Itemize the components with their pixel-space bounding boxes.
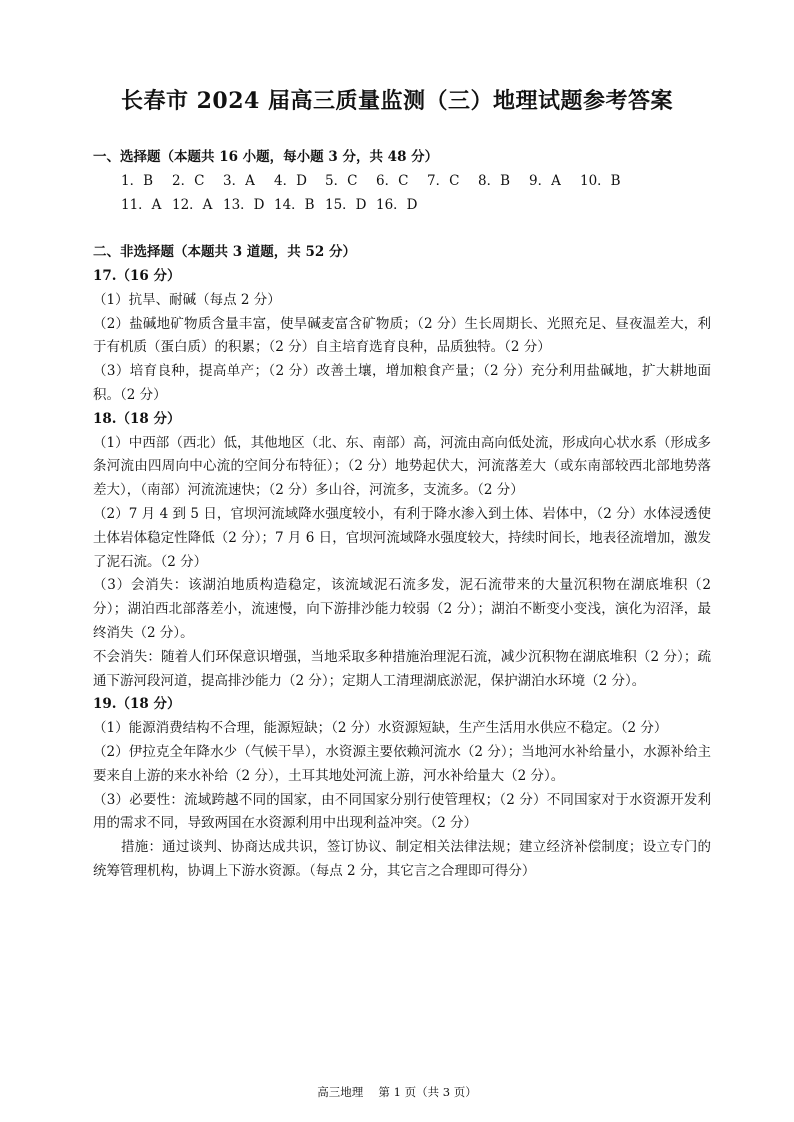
choice-answer: 5．C (325, 172, 358, 189)
choice-answer: 12．A (172, 196, 213, 213)
choice-answer: 3．A (223, 172, 255, 189)
q19-answer-4: 措施：通过谈判、协商达成共识，签订协议、制定相关法律法规；建立经济补偿制度；设立专门的统筹管理机构，协调上下游水资源。（每点 2 分，其它言之合理即可得分） (93, 839, 711, 879)
choice-answer: 13．D (223, 196, 265, 213)
q17-heading: 17.（16 分） (93, 267, 181, 284)
choice-answer: 15．D (325, 196, 367, 213)
choice-answer: 14．B (274, 196, 315, 213)
choice-answer: 8．B (478, 172, 511, 189)
choice-answer: 7．C (427, 172, 460, 189)
choice-answer: 1．B (121, 172, 154, 189)
choice-answer: 11．A (121, 196, 162, 213)
q17-answer-1: （1）抗旱、耐碱（每点 2 分） (93, 291, 281, 308)
section1-heading: 一、选择题（本题共 16 小题，每小题 3 分，共 48 分） (93, 149, 439, 165)
choice-answer: 16．D (376, 196, 418, 213)
q18-answer-3: （3）会消失：该湖泊地质构造稳定，该流域泥石流多发，泥石流带来的大量沉积物在湖底堆积（2 分）；湖泊西北部落差小，流速慢，向下游排沙能力较弱（2 分）；湖泊不断变小变浅，演化为沼泽，最终消失（2 分）。 (93, 577, 711, 641)
q18-answer-4: 不会消失：随着人们环保意识增强，当地采取多种措施治理泥石流，减少沉积物在湖底堆积（2 分）；疏通下游河段河道，提高排沙能力（2 分）；定期人工清理湖底淤泥，保护湖泊水环境（2 分）。 (93, 648, 711, 689)
choice-answer: 2．C (172, 172, 205, 189)
choice-answers-row2 (93, 194, 711, 218)
choice-answer: 4．D (274, 172, 307, 189)
q17-answer-3: （3）培育良种，提高单产；（2 分）改善土壤，增加粮食产量；（2 分）充分利用盐碱地，扩大耕地面积。（2 分） (93, 363, 711, 403)
q19-answer-3: （3）必要性：流域跨越不同的国家，由不同国家分别行使管理权；（2 分）不同国家对于水资源开发利用的需求不同，导致两国在水资源利用中出现利益冲突。（2 分） (93, 791, 711, 832)
page-footer: 高三地理 第 1 页（共 3 页） (317, 1085, 477, 1099)
q17-answer-2: （2）盐碱地矿物质含量丰富，使旱碱麦富含矿物质；（2 分）生长周期长、光照充足、昼夜温差大，利于有机质（蛋白质）的积累；（2 分）自主培育选育良种，品质独特。（2 分） (93, 315, 711, 356)
choice-answers-row1 (93, 170, 711, 194)
q18-answer-1: （1）中西部（西北）低，其他地区（北、东、南部）高，河流由高向低处流，形成向心状水系（形成多条河流由四周向中心流的空间分布特征）；（2 分）地势起伏大，河流落差大（或东南部较西北部地势落差大），（南部）河流流速快；（2 分）多山谷，河流多，支流多。（2 分） (93, 434, 711, 499)
q19-answer-1: （1）能源消费结构不合理，能源短缺；（2 分）水资源短缺，生产生活用水供应不稳定。（2 分） (93, 720, 668, 737)
answer-content (93, 146, 711, 884)
q18-heading: 18.（18 分） (93, 410, 181, 427)
choice-answer: 6．C (376, 172, 409, 189)
choice-answer: 9．A (529, 172, 561, 189)
q18-answer-2: （2）7 月 4 到 5 日，官坝河流域降水强度较小，有利于降水渗入到土体、岩体中，（2 分）水体浸透使土体岩体稳定性降低（2 分）；7 月 6 日，官坝河流域降水强度较大，持续时间长，地表径流增加，激发了泥石流。（2 分） (93, 505, 711, 570)
q19-heading: 19.（18 分） (93, 696, 181, 713)
q19-answer-2: （2）伊拉克全年降水少（气候干旱），水资源主要依赖河流水（2 分）；当地河水补给量小，水源补给主要来自上游的来水补给（2 分），土耳其地处河流上游，河水补给量大（2 分）。 (93, 743, 711, 784)
choice-answer: 10．B (580, 172, 621, 189)
section2-heading: 二、非选择题（本题共 3 道题，共 52 分） (93, 244, 356, 261)
document-title: 长春市 2024 届高三质量监测（三）地理试题参考答案 (120, 88, 674, 114)
